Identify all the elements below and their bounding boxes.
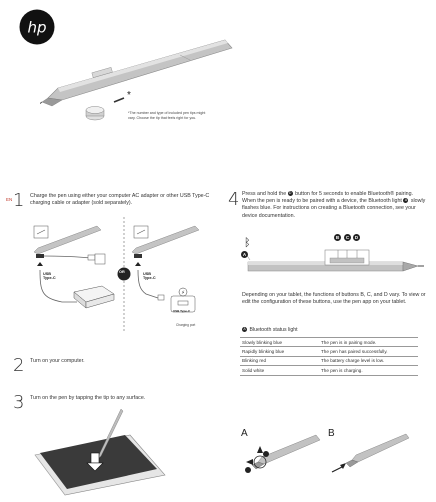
step-1-number: 1 xyxy=(13,190,25,211)
hero-asterisk: * xyxy=(127,90,131,101)
light-a-badge: A xyxy=(404,198,408,203)
meaning-cell: The pen is charging. xyxy=(319,366,418,375)
step-2-number: 2 xyxy=(13,355,25,376)
callout-b: B xyxy=(335,235,340,240)
figure-b-label: B xyxy=(328,428,335,439)
step-4-text-c: slowly flashes blue. For instructions on creating a Bluetooth connection, see your device documentation. xyxy=(242,198,426,219)
status-cell: Rapidly blinking blue xyxy=(240,347,319,356)
bluetooth-status-title xyxy=(242,327,298,333)
status-cell: Slowly blinking blue xyxy=(240,338,319,347)
status-cell: Blinking red xyxy=(240,356,319,365)
tip-removal-illustration-a xyxy=(242,432,322,482)
status-cell: Solid white xyxy=(240,366,319,375)
meaning-cell: The battery charge level is low. xyxy=(319,356,418,365)
bluetooth-icon: ᛒ xyxy=(244,236,251,249)
usb-type-c-label-right: USB Type-C xyxy=(143,272,156,280)
charging-port-right-label: USB Type-C xyxy=(173,309,191,313)
figure-a-label: A xyxy=(241,428,248,439)
charging-port-label: Charging port xyxy=(176,323,196,327)
step-4-text-a: Press and hold the xyxy=(242,191,287,197)
or-label: OR xyxy=(119,270,125,274)
callout-c: C xyxy=(345,235,350,240)
meaning-cell: The pen is in pairing mode. xyxy=(319,338,418,347)
callout-a: A xyxy=(242,252,247,257)
depending-text: Depending on your tablet, the functions of buttons B, C, and D vary. To view or edit the configuration of these buttons, use the pen app on your tablet. xyxy=(242,292,426,306)
step-4-number: 4 xyxy=(228,189,240,210)
step-4-text xyxy=(242,191,428,220)
bluetooth-status-title-text: Bluetooth status light xyxy=(249,327,298,333)
bluetooth-light-badge: A xyxy=(243,327,246,332)
step-4-text-b: button for 5 seconds to enable Bluetooth® pairing. When the pen is ready to be paired with a device, the Bluetooth light xyxy=(242,191,414,205)
table-row xyxy=(240,366,418,375)
step-3-number: 3 xyxy=(13,392,25,413)
button-d-badge: D xyxy=(288,191,292,196)
table-row xyxy=(240,356,418,365)
hp-logo-text: hp xyxy=(27,18,47,37)
svg-text:⚡: ⚡ xyxy=(181,290,185,296)
callout-d: D xyxy=(354,235,359,240)
meaning-cell: The pen has paired successfully. xyxy=(319,347,418,356)
usb-type-c-label-left: USB Type-C xyxy=(43,272,56,280)
tip-insert-illustration-b xyxy=(330,432,410,482)
step-1-text: Charge the pen using either your computer AC adapter or other USB Type-C charging cable or adapter (sold separately). xyxy=(30,193,210,207)
tips-note: *The number and type of included pen tips might vary. Choose the tip that feels right for you. xyxy=(128,111,206,120)
language-tag: EN xyxy=(6,197,13,202)
bluetooth-status-table xyxy=(240,337,418,376)
table-row xyxy=(240,347,418,356)
step-2-text: Turn on your computer. xyxy=(30,358,85,364)
step-3-tablet-illustration xyxy=(25,405,175,497)
step-3-text: Turn on the pen by tapping the tip to any surface. xyxy=(30,395,146,401)
table-row xyxy=(240,338,418,347)
